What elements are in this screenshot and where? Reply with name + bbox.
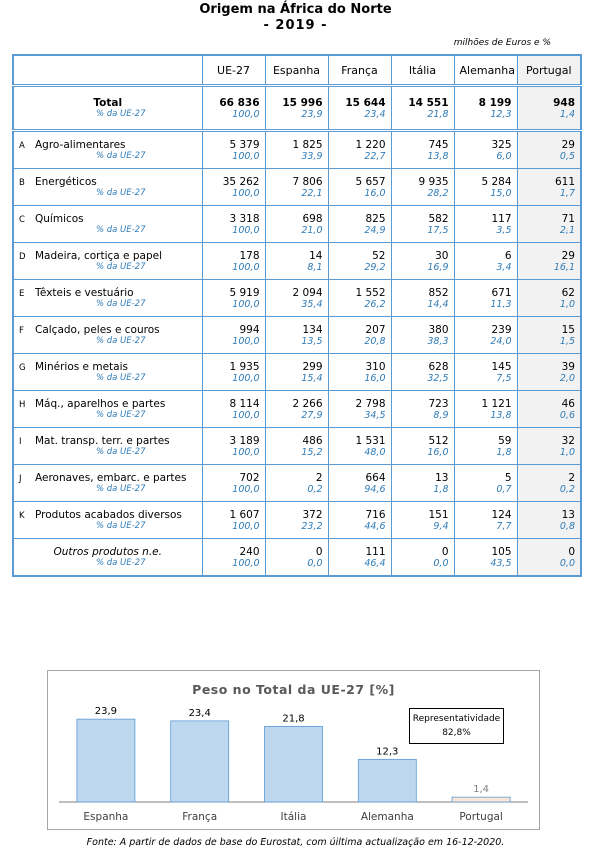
page-year: - 2019 -: [263, 18, 328, 33]
value-cell: 2: [265, 465, 328, 485]
value-cell: 39: [517, 354, 581, 374]
table-row: [13, 206, 581, 226]
value-cell: 325: [454, 131, 517, 152]
value-cell: 1 220: [328, 131, 391, 152]
value-cell: 124: [454, 502, 517, 522]
value-cell: 948: [517, 86, 581, 110]
table-row: [13, 502, 581, 522]
row-label-text: Outros produtos n.e.: [53, 546, 162, 558]
pct-cell: 23,2: [265, 521, 328, 539]
pct-cell: 24,9: [328, 225, 391, 243]
row-code: J: [19, 474, 22, 484]
value-cell: 512: [391, 428, 454, 448]
value-cell: 380: [391, 317, 454, 337]
pct-cell: 1,0: [517, 447, 581, 465]
pct-label: % da UE-27: [13, 151, 202, 169]
row-label-text: Minérios e metais: [35, 361, 128, 373]
value-cell: 0: [391, 539, 454, 559]
table-row: [13, 86, 581, 110]
pct-row: [13, 484, 581, 502]
pct-row: [13, 188, 581, 206]
bar: [358, 759, 416, 802]
bar-value-label: 23,9: [94, 706, 118, 718]
pct-cell: 100,0: [202, 521, 265, 539]
pct-cell: 22,7: [328, 151, 391, 169]
pct-cell: 100,0: [202, 151, 265, 169]
bar: [265, 726, 323, 802]
value-cell: 486: [265, 428, 328, 448]
pct-cell: 1,8: [391, 484, 454, 502]
value-cell: 852: [391, 280, 454, 300]
pct-cell: 0,6: [517, 410, 581, 428]
value-cell: 2: [517, 465, 581, 485]
table-row: [13, 280, 581, 300]
pct-cell: 0,2: [517, 484, 581, 502]
row-label-text: Energéticos: [35, 176, 97, 188]
value-cell: 5 919: [202, 280, 265, 300]
category-label: França: [182, 811, 218, 823]
row-label: [13, 317, 202, 337]
pct-cell: 26,2: [328, 299, 391, 317]
value-cell: 310: [328, 354, 391, 374]
value-cell: 29: [517, 131, 581, 152]
value-cell: 15 996: [265, 86, 328, 110]
value-cell: 5 379: [202, 131, 265, 152]
bar: [452, 797, 510, 802]
value-cell: 2 266: [265, 391, 328, 411]
pct-cell: 100,0: [202, 447, 265, 465]
pct-cell: 16,9: [391, 262, 454, 280]
value-cell: 71: [517, 206, 581, 226]
row-label-text: Mat. transp. terr. e partes: [35, 435, 170, 447]
pct-cell: 44,6: [328, 521, 391, 539]
value-cell: 29: [517, 243, 581, 263]
pct-cell: 14,4: [391, 299, 454, 317]
header-col-portugal: Portugal: [517, 55, 581, 86]
value-cell: 151: [391, 502, 454, 522]
row-label: [13, 354, 202, 374]
row-code: B: [19, 178, 25, 188]
value-cell: 3 318: [202, 206, 265, 226]
pct-label: % da UE-27: [13, 410, 202, 428]
row-code: F: [19, 326, 24, 336]
bar-value-label: 23,4: [188, 707, 211, 719]
pct-label: % da UE-27: [13, 521, 202, 539]
value-cell: 994: [202, 317, 265, 337]
row-label-text: Madeira, cortiça e papel: [35, 250, 162, 262]
value-cell: 1 825: [265, 131, 328, 152]
value-cell: 698: [265, 206, 328, 226]
share-chart: [47, 670, 540, 830]
header-col-franca: França: [328, 55, 391, 86]
value-cell: 1 935: [202, 354, 265, 374]
pct-label: % da UE-27: [13, 109, 202, 131]
pct-cell: 16,0: [328, 188, 391, 206]
trade-table: [12, 54, 582, 577]
chart-title: Peso no Total da UE-27 [%]: [192, 682, 395, 697]
pct-row: [13, 336, 581, 354]
pct-cell: 7,7: [454, 521, 517, 539]
header-col-ue27: UE-27: [202, 55, 265, 86]
pct-cell: 7,5: [454, 373, 517, 391]
value-cell: 105: [454, 539, 517, 559]
value-cell: 239: [454, 317, 517, 337]
bar: [171, 721, 229, 802]
table-row: [13, 391, 581, 411]
value-cell: 1 531: [328, 428, 391, 448]
pct-cell: 6,0: [454, 151, 517, 169]
pct-cell: 100,0: [202, 225, 265, 243]
value-cell: 13: [391, 465, 454, 485]
pct-cell: 100,0: [202, 484, 265, 502]
row-label: [13, 502, 202, 522]
row-label-text: Têxteis e vestuário: [35, 287, 134, 299]
value-cell: 32: [517, 428, 581, 448]
pct-cell: 100,0: [202, 558, 265, 576]
value-cell: 8 114: [202, 391, 265, 411]
value-cell: 46: [517, 391, 581, 411]
pct-cell: 27,9: [265, 410, 328, 428]
pct-label: % da UE-27: [13, 447, 202, 465]
pct-cell: 13,5: [265, 336, 328, 354]
pct-cell: 46,4: [328, 558, 391, 576]
table-row: [13, 465, 581, 485]
value-cell: 35 262: [202, 169, 265, 189]
value-cell: 52: [328, 243, 391, 263]
pct-cell: 33,9: [265, 151, 328, 169]
value-cell: 671: [454, 280, 517, 300]
pct-cell: 17,5: [391, 225, 454, 243]
row-label-text: Aeronaves, embarc. e partes: [35, 472, 187, 484]
pct-row: [13, 299, 581, 317]
value-cell: 117: [454, 206, 517, 226]
pct-cell: 13,8: [454, 410, 517, 428]
pct-cell: 0,0: [517, 558, 581, 576]
page-title: Origem na África do Norte: [199, 2, 392, 17]
table-row: [13, 317, 581, 337]
pct-cell: 3,4: [454, 262, 517, 280]
header-col-alemanha: Alemanha: [454, 55, 517, 86]
value-cell: 745: [391, 131, 454, 152]
pct-cell: 0,0: [391, 558, 454, 576]
row-label-text: Máq., aparelhos e partes: [35, 398, 166, 410]
pct-cell: 0,5: [517, 151, 581, 169]
value-cell: 13: [517, 502, 581, 522]
value-cell: 7 806: [265, 169, 328, 189]
pct-cell: 28,2: [391, 188, 454, 206]
pct-label: % da UE-27: [13, 558, 202, 576]
row-label: [13, 243, 202, 263]
value-cell: 1 607: [202, 502, 265, 522]
table-row: [13, 354, 581, 374]
category-label: Portugal: [459, 811, 503, 823]
value-cell: 299: [265, 354, 328, 374]
value-cell: 14: [265, 243, 328, 263]
row-code: G: [19, 363, 26, 373]
pct-cell: 43,5: [454, 558, 517, 576]
pct-cell: 2,0: [517, 373, 581, 391]
value-cell: 825: [328, 206, 391, 226]
row-label: [13, 206, 202, 226]
category-label: Espanha: [83, 811, 129, 823]
pct-cell: 16,0: [391, 447, 454, 465]
value-cell: 2 094: [265, 280, 328, 300]
row-label: [13, 280, 202, 300]
value-cell: 0: [517, 539, 581, 559]
pct-cell: 100,0: [202, 262, 265, 280]
value-cell: 6: [454, 243, 517, 263]
pct-row: [13, 151, 581, 169]
value-cell: 111: [328, 539, 391, 559]
pct-cell: 15,4: [265, 373, 328, 391]
pct-row: [13, 225, 581, 243]
value-cell: 628: [391, 354, 454, 374]
pct-cell: 94,6: [328, 484, 391, 502]
value-cell: 702: [202, 465, 265, 485]
pct-label: % da UE-27: [13, 225, 202, 243]
pct-cell: 35,4: [265, 299, 328, 317]
value-cell: 178: [202, 243, 265, 263]
value-cell: 14 551: [391, 86, 454, 110]
pct-cell: 100,0: [202, 373, 265, 391]
pct-row: [13, 521, 581, 539]
pct-cell: 32,5: [391, 373, 454, 391]
header-col-italia: Itália: [391, 55, 454, 86]
pct-cell: 22,1: [265, 188, 328, 206]
pct-cell: 0,0: [265, 558, 328, 576]
pct-cell: 15,0: [454, 188, 517, 206]
row-label: [13, 465, 202, 485]
row-code: A: [19, 141, 25, 151]
value-cell: 5 284: [454, 169, 517, 189]
pct-cell: 29,2: [328, 262, 391, 280]
pct-row: [13, 109, 581, 131]
value-cell: 2 798: [328, 391, 391, 411]
pct-cell: 16,0: [328, 373, 391, 391]
header-col-espanha: Espanha: [265, 55, 328, 86]
value-cell: 3 189: [202, 428, 265, 448]
pct-cell: 0,7: [454, 484, 517, 502]
value-cell: 30: [391, 243, 454, 263]
pct-cell: 21,8: [391, 109, 454, 131]
table-row: [13, 539, 581, 559]
value-cell: 723: [391, 391, 454, 411]
row-label: [13, 86, 202, 110]
pct-cell: 100,0: [202, 336, 265, 354]
pct-cell: 24,0: [454, 336, 517, 354]
value-cell: 145: [454, 354, 517, 374]
value-cell: 611: [517, 169, 581, 189]
value-cell: 1 121: [454, 391, 517, 411]
value-cell: 1 552: [328, 280, 391, 300]
pct-cell: 100,0: [202, 109, 265, 131]
pct-label: % da UE-27: [13, 336, 202, 354]
value-cell: 0: [265, 539, 328, 559]
representativeness-value: 82,8%: [442, 728, 471, 738]
pct-row: [13, 447, 581, 465]
pct-cell: 11,3: [454, 299, 517, 317]
pct-row: [13, 262, 581, 280]
row-label-text: Químicos: [35, 213, 84, 225]
pct-cell: 12,3: [454, 109, 517, 131]
value-cell: 5: [454, 465, 517, 485]
pct-cell: 0,2: [265, 484, 328, 502]
row-label-text: Agro-alimentares: [35, 139, 126, 151]
pct-cell: 1,4: [517, 109, 581, 131]
bar: [77, 719, 135, 802]
row-label: [13, 169, 202, 189]
value-cell: 207: [328, 317, 391, 337]
row-label: [13, 428, 202, 448]
value-cell: 9 935: [391, 169, 454, 189]
units-note: milhões de Euros e %: [453, 38, 551, 48]
value-cell: 372: [265, 502, 328, 522]
pct-cell: 38,3: [391, 336, 454, 354]
pct-cell: 23,9: [265, 109, 328, 131]
pct-row: [13, 373, 581, 391]
table-header-row: [13, 55, 581, 86]
pct-cell: 2,1: [517, 225, 581, 243]
representativeness-box: [409, 708, 504, 744]
header-blank: [13, 55, 202, 86]
value-cell: 5 657: [328, 169, 391, 189]
pct-cell: 100,0: [202, 410, 265, 428]
pct-label: % da UE-27: [13, 262, 202, 280]
pct-cell: 9,4: [391, 521, 454, 539]
pct-cell: 21,0: [265, 225, 328, 243]
pct-cell: 8,9: [391, 410, 454, 428]
table-row: [13, 428, 581, 448]
row-code: E: [19, 289, 25, 299]
row-label: [13, 391, 202, 411]
value-cell: 66 836: [202, 86, 265, 110]
value-cell: 134: [265, 317, 328, 337]
row-label-text: Calçado, peles e couros: [35, 324, 160, 336]
bar-value-label: 1,4: [473, 784, 490, 796]
value-cell: 62: [517, 280, 581, 300]
category-label: Alemanha: [360, 811, 414, 823]
pct-cell: 1,5: [517, 336, 581, 354]
value-cell: 664: [328, 465, 391, 485]
value-cell: 15 644: [328, 86, 391, 110]
pct-cell: 1,0: [517, 299, 581, 317]
pct-cell: 3,5: [454, 225, 517, 243]
row-code: C: [19, 215, 25, 225]
table-row: [13, 131, 581, 152]
value-cell: 716: [328, 502, 391, 522]
value-cell: 582: [391, 206, 454, 226]
pct-cell: 1,8: [454, 447, 517, 465]
pct-label: % da UE-27: [13, 188, 202, 206]
pct-cell: 0,8: [517, 521, 581, 539]
representativeness-label: Representatividade: [412, 714, 501, 724]
value-cell: 15: [517, 317, 581, 337]
pct-row: [13, 558, 581, 576]
row-code: D: [19, 252, 26, 262]
table-row: [13, 169, 581, 189]
pct-cell: 16,1: [517, 262, 581, 280]
pct-row: [13, 410, 581, 428]
bar-value-label: 12,3: [376, 746, 399, 758]
row-code: H: [19, 400, 26, 410]
category-label: Itália: [280, 811, 307, 823]
pct-cell: 1,7: [517, 188, 581, 206]
source-note: Fonte: A partir de dados de base do Eurostat, com úiltima actualização em 16-12-2020.: [86, 837, 505, 848]
row-label: [13, 131, 202, 152]
bar-value-label: 21,8: [282, 713, 305, 725]
value-cell: 8 199: [454, 86, 517, 110]
pct-cell: 15,2: [265, 447, 328, 465]
pct-cell: 13,8: [391, 151, 454, 169]
value-cell: 59: [454, 428, 517, 448]
pct-cell: 34,5: [328, 410, 391, 428]
row-code: K: [19, 511, 25, 521]
pct-label: % da UE-27: [13, 299, 202, 317]
pct-cell: 100,0: [202, 299, 265, 317]
pct-cell: 20,8: [328, 336, 391, 354]
pct-cell: 23,4: [328, 109, 391, 131]
row-label-text: Total: [93, 97, 123, 109]
pct-label: % da UE-27: [13, 484, 202, 502]
row-label: [13, 539, 202, 559]
pct-cell: 48,0: [328, 447, 391, 465]
pct-cell: 100,0: [202, 188, 265, 206]
table-row: [13, 243, 581, 263]
row-code: I: [19, 437, 22, 447]
pct-label: % da UE-27: [13, 373, 202, 391]
pct-cell: 8,1: [265, 262, 328, 280]
row-label-text: Produtos acabados diversos: [35, 509, 182, 521]
value-cell: 240: [202, 539, 265, 559]
